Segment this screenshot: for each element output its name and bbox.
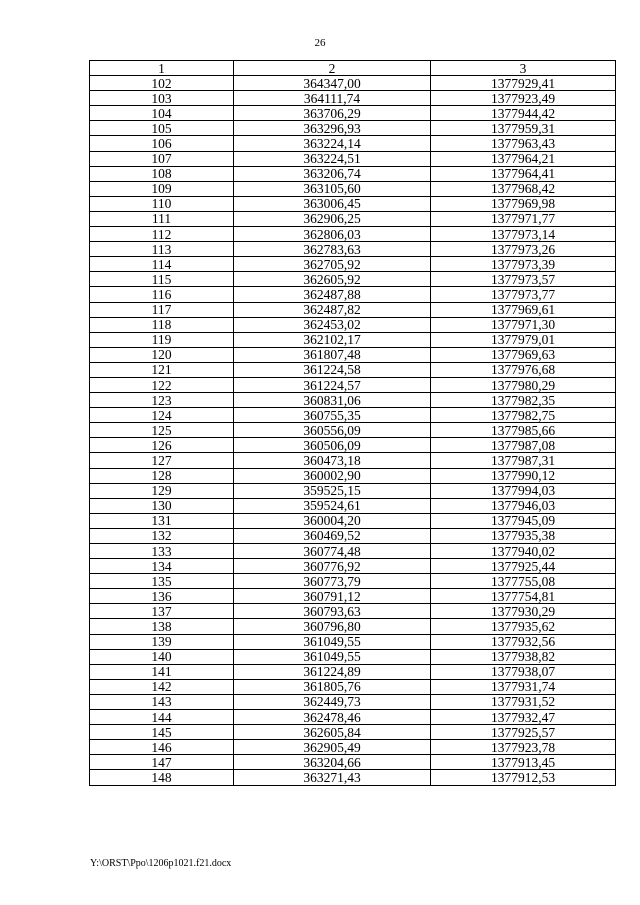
x-coordinate-cell: 363271,43 <box>234 770 431 785</box>
x-coordinate-cell: 360004,20 <box>234 513 431 528</box>
x-coordinate-cell: 362449,73 <box>234 694 431 709</box>
point-number-cell: 108 <box>90 166 234 181</box>
table-row <box>90 453 616 468</box>
point-number-cell: 125 <box>90 423 234 438</box>
table-row <box>90 121 616 136</box>
footer-file-path: Y:\ORST\Ppo\1206p1021.f21.docx <box>90 858 232 869</box>
table-row <box>90 317 616 332</box>
table-row <box>90 166 616 181</box>
point-number-cell: 111 <box>90 211 234 226</box>
y-coordinate-cell: 1377969,98 <box>431 196 616 211</box>
point-number-cell: 144 <box>90 710 234 725</box>
y-coordinate-cell: 1377929,41 <box>431 76 616 91</box>
table-row <box>90 483 616 498</box>
x-coordinate-cell: 362905,49 <box>234 740 431 755</box>
point-number-cell: 102 <box>90 76 234 91</box>
table-row <box>90 181 616 196</box>
y-coordinate-cell: 1377979,01 <box>431 332 616 347</box>
point-number-cell: 127 <box>90 453 234 468</box>
y-coordinate-cell: 1377964,21 <box>431 151 616 166</box>
point-number-cell: 138 <box>90 619 234 634</box>
x-coordinate-cell: 360473,18 <box>234 453 431 468</box>
coordinates-table <box>89 60 616 786</box>
y-coordinate-cell: 1377931,52 <box>431 694 616 709</box>
point-number-cell: 109 <box>90 181 234 196</box>
table-row <box>90 423 616 438</box>
table-row <box>90 136 616 151</box>
x-coordinate-cell: 360831,06 <box>234 393 431 408</box>
y-coordinate-cell: 1377913,45 <box>431 755 616 770</box>
x-coordinate-cell: 363296,93 <box>234 121 431 136</box>
x-coordinate-cell: 361224,89 <box>234 664 431 679</box>
table-row <box>90 347 616 362</box>
table-row <box>90 438 616 453</box>
y-coordinate-cell: 1377969,63 <box>431 347 616 362</box>
point-number-cell: 132 <box>90 528 234 543</box>
point-number-cell: 112 <box>90 227 234 242</box>
table-row <box>90 211 616 226</box>
y-coordinate-cell: 1377971,30 <box>431 317 616 332</box>
table-row <box>90 106 616 121</box>
y-coordinate-cell: 1377980,29 <box>431 377 616 392</box>
point-number-cell: 148 <box>90 770 234 785</box>
x-coordinate-cell: 362453,02 <box>234 317 431 332</box>
table-header-row <box>90 61 616 76</box>
table-row <box>90 544 616 559</box>
point-number-cell: 143 <box>90 694 234 709</box>
x-coordinate-cell: 362705,92 <box>234 257 431 272</box>
table-row <box>90 393 616 408</box>
point-number-cell: 135 <box>90 574 234 589</box>
point-number-cell: 122 <box>90 377 234 392</box>
y-coordinate-cell: 1377923,78 <box>431 740 616 755</box>
column-header: 2 <box>234 61 431 76</box>
x-coordinate-cell: 362478,46 <box>234 710 431 725</box>
x-coordinate-cell: 363224,14 <box>234 136 431 151</box>
point-number-cell: 145 <box>90 725 234 740</box>
y-coordinate-cell: 1377985,66 <box>431 423 616 438</box>
table-row <box>90 332 616 347</box>
table-row <box>90 196 616 211</box>
x-coordinate-cell: 363006,45 <box>234 196 431 211</box>
point-number-cell: 117 <box>90 302 234 317</box>
y-coordinate-cell: 1377990,12 <box>431 468 616 483</box>
table-row <box>90 257 616 272</box>
x-coordinate-cell: 361224,57 <box>234 377 431 392</box>
point-number-cell: 123 <box>90 393 234 408</box>
y-coordinate-cell: 1377973,39 <box>431 257 616 272</box>
table-row <box>90 242 616 257</box>
table-row <box>90 227 616 242</box>
y-coordinate-cell: 1377982,35 <box>431 393 616 408</box>
y-coordinate-cell: 1377944,42 <box>431 106 616 121</box>
table-row <box>90 589 616 604</box>
table-row <box>90 649 616 664</box>
table-row <box>90 604 616 619</box>
x-coordinate-cell: 359524,61 <box>234 498 431 513</box>
table-row <box>90 574 616 589</box>
point-number-cell: 114 <box>90 257 234 272</box>
y-coordinate-cell: 1377973,57 <box>431 272 616 287</box>
point-number-cell: 119 <box>90 332 234 347</box>
x-coordinate-cell: 362605,84 <box>234 725 431 740</box>
y-coordinate-cell: 1377964,41 <box>431 166 616 181</box>
y-coordinate-cell: 1377930,29 <box>431 604 616 619</box>
x-coordinate-cell: 360755,35 <box>234 408 431 423</box>
x-coordinate-cell: 360002,90 <box>234 468 431 483</box>
x-coordinate-cell: 360469,52 <box>234 528 431 543</box>
point-number-cell: 140 <box>90 649 234 664</box>
y-coordinate-cell: 1377925,57 <box>431 725 616 740</box>
x-coordinate-cell: 363224,51 <box>234 151 431 166</box>
table-row <box>90 740 616 755</box>
y-coordinate-cell: 1377973,26 <box>431 242 616 257</box>
point-number-cell: 107 <box>90 151 234 166</box>
x-coordinate-cell: 361049,55 <box>234 634 431 649</box>
x-coordinate-cell: 359525,15 <box>234 483 431 498</box>
table-row <box>90 559 616 574</box>
table-body <box>90 76 616 785</box>
x-coordinate-cell: 361805,76 <box>234 679 431 694</box>
table-row <box>90 272 616 287</box>
table-row <box>90 710 616 725</box>
y-coordinate-cell: 1377973,14 <box>431 227 616 242</box>
point-number-cell: 136 <box>90 589 234 604</box>
y-coordinate-cell: 1377959,31 <box>431 121 616 136</box>
point-number-cell: 118 <box>90 317 234 332</box>
table-row <box>90 468 616 483</box>
x-coordinate-cell: 363706,29 <box>234 106 431 121</box>
table-row <box>90 694 616 709</box>
x-coordinate-cell: 360796,80 <box>234 619 431 634</box>
table-row <box>90 770 616 785</box>
x-coordinate-cell: 360793,63 <box>234 604 431 619</box>
x-coordinate-cell: 363206,74 <box>234 166 431 181</box>
point-number-cell: 121 <box>90 362 234 377</box>
y-coordinate-cell: 1377945,09 <box>431 513 616 528</box>
x-coordinate-cell: 361049,55 <box>234 649 431 664</box>
x-coordinate-cell: 360776,92 <box>234 559 431 574</box>
y-coordinate-cell: 1377969,61 <box>431 302 616 317</box>
y-coordinate-cell: 1377935,38 <box>431 528 616 543</box>
y-coordinate-cell: 1377987,08 <box>431 438 616 453</box>
y-coordinate-cell: 1377994,03 <box>431 483 616 498</box>
point-number-cell: 146 <box>90 740 234 755</box>
y-coordinate-cell: 1377968,42 <box>431 181 616 196</box>
point-number-cell: 134 <box>90 559 234 574</box>
y-coordinate-cell: 1377935,62 <box>431 619 616 634</box>
table-row <box>90 302 616 317</box>
x-coordinate-cell: 362806,03 <box>234 227 431 242</box>
x-coordinate-cell: 363204,66 <box>234 755 431 770</box>
table-row <box>90 151 616 166</box>
point-number-cell: 106 <box>90 136 234 151</box>
table-row <box>90 91 616 106</box>
table-row <box>90 634 616 649</box>
y-coordinate-cell: 1377976,68 <box>431 362 616 377</box>
point-number-cell: 137 <box>90 604 234 619</box>
table-row <box>90 76 616 91</box>
point-number-cell: 130 <box>90 498 234 513</box>
x-coordinate-cell: 364111,74 <box>234 91 431 106</box>
x-coordinate-cell: 360773,79 <box>234 574 431 589</box>
table-row <box>90 287 616 302</box>
table-row <box>90 362 616 377</box>
point-number-cell: 133 <box>90 544 234 559</box>
y-coordinate-cell: 1377973,77 <box>431 287 616 302</box>
point-number-cell: 115 <box>90 272 234 287</box>
point-number-cell: 128 <box>90 468 234 483</box>
table-row <box>90 725 616 740</box>
column-header: 1 <box>90 61 234 76</box>
table-row <box>90 377 616 392</box>
page-number: 26 <box>314 37 326 49</box>
point-number-cell: 104 <box>90 106 234 121</box>
x-coordinate-cell: 362783,63 <box>234 242 431 257</box>
y-coordinate-cell: 1377754,81 <box>431 589 616 604</box>
y-coordinate-cell: 1377938,82 <box>431 649 616 664</box>
y-coordinate-cell: 1377932,47 <box>431 710 616 725</box>
table-row <box>90 528 616 543</box>
y-coordinate-cell: 1377931,74 <box>431 679 616 694</box>
point-number-cell: 120 <box>90 347 234 362</box>
point-number-cell: 116 <box>90 287 234 302</box>
point-number-cell: 129 <box>90 483 234 498</box>
x-coordinate-cell: 362102,17 <box>234 332 431 347</box>
y-coordinate-cell: 1377987,31 <box>431 453 616 468</box>
x-coordinate-cell: 364347,00 <box>234 76 431 91</box>
x-coordinate-cell: 361224,58 <box>234 362 431 377</box>
point-number-cell: 126 <box>90 438 234 453</box>
y-coordinate-cell: 1377925,44 <box>431 559 616 574</box>
y-coordinate-cell: 1377932,56 <box>431 634 616 649</box>
x-coordinate-cell: 360556,09 <box>234 423 431 438</box>
point-number-cell: 142 <box>90 679 234 694</box>
y-coordinate-cell: 1377982,75 <box>431 408 616 423</box>
x-coordinate-cell: 363105,60 <box>234 181 431 196</box>
x-coordinate-cell: 362487,82 <box>234 302 431 317</box>
point-number-cell: 131 <box>90 513 234 528</box>
column-header: 3 <box>431 61 616 76</box>
point-number-cell: 110 <box>90 196 234 211</box>
y-coordinate-cell: 1377971,77 <box>431 211 616 226</box>
y-coordinate-cell: 1377938,07 <box>431 664 616 679</box>
table-row <box>90 679 616 694</box>
x-coordinate-cell: 360774,48 <box>234 544 431 559</box>
y-coordinate-cell: 1377755,08 <box>431 574 616 589</box>
x-coordinate-cell: 362605,92 <box>234 272 431 287</box>
point-number-cell: 105 <box>90 121 234 136</box>
table-row <box>90 408 616 423</box>
y-coordinate-cell: 1377912,53 <box>431 770 616 785</box>
y-coordinate-cell: 1377923,49 <box>431 91 616 106</box>
x-coordinate-cell: 360791,12 <box>234 589 431 604</box>
point-number-cell: 124 <box>90 408 234 423</box>
point-number-cell: 113 <box>90 242 234 257</box>
point-number-cell: 103 <box>90 91 234 106</box>
x-coordinate-cell: 362906,25 <box>234 211 431 226</box>
table-row <box>90 513 616 528</box>
point-number-cell: 141 <box>90 664 234 679</box>
table-row <box>90 619 616 634</box>
point-number-cell: 139 <box>90 634 234 649</box>
table-row <box>90 498 616 513</box>
x-coordinate-cell: 362487,88 <box>234 287 431 302</box>
point-number-cell: 147 <box>90 755 234 770</box>
table-row <box>90 664 616 679</box>
y-coordinate-cell: 1377940,02 <box>431 544 616 559</box>
y-coordinate-cell: 1377946,03 <box>431 498 616 513</box>
table-row <box>90 755 616 770</box>
y-coordinate-cell: 1377963,43 <box>431 136 616 151</box>
x-coordinate-cell: 360506,09 <box>234 438 431 453</box>
x-coordinate-cell: 361807,48 <box>234 347 431 362</box>
